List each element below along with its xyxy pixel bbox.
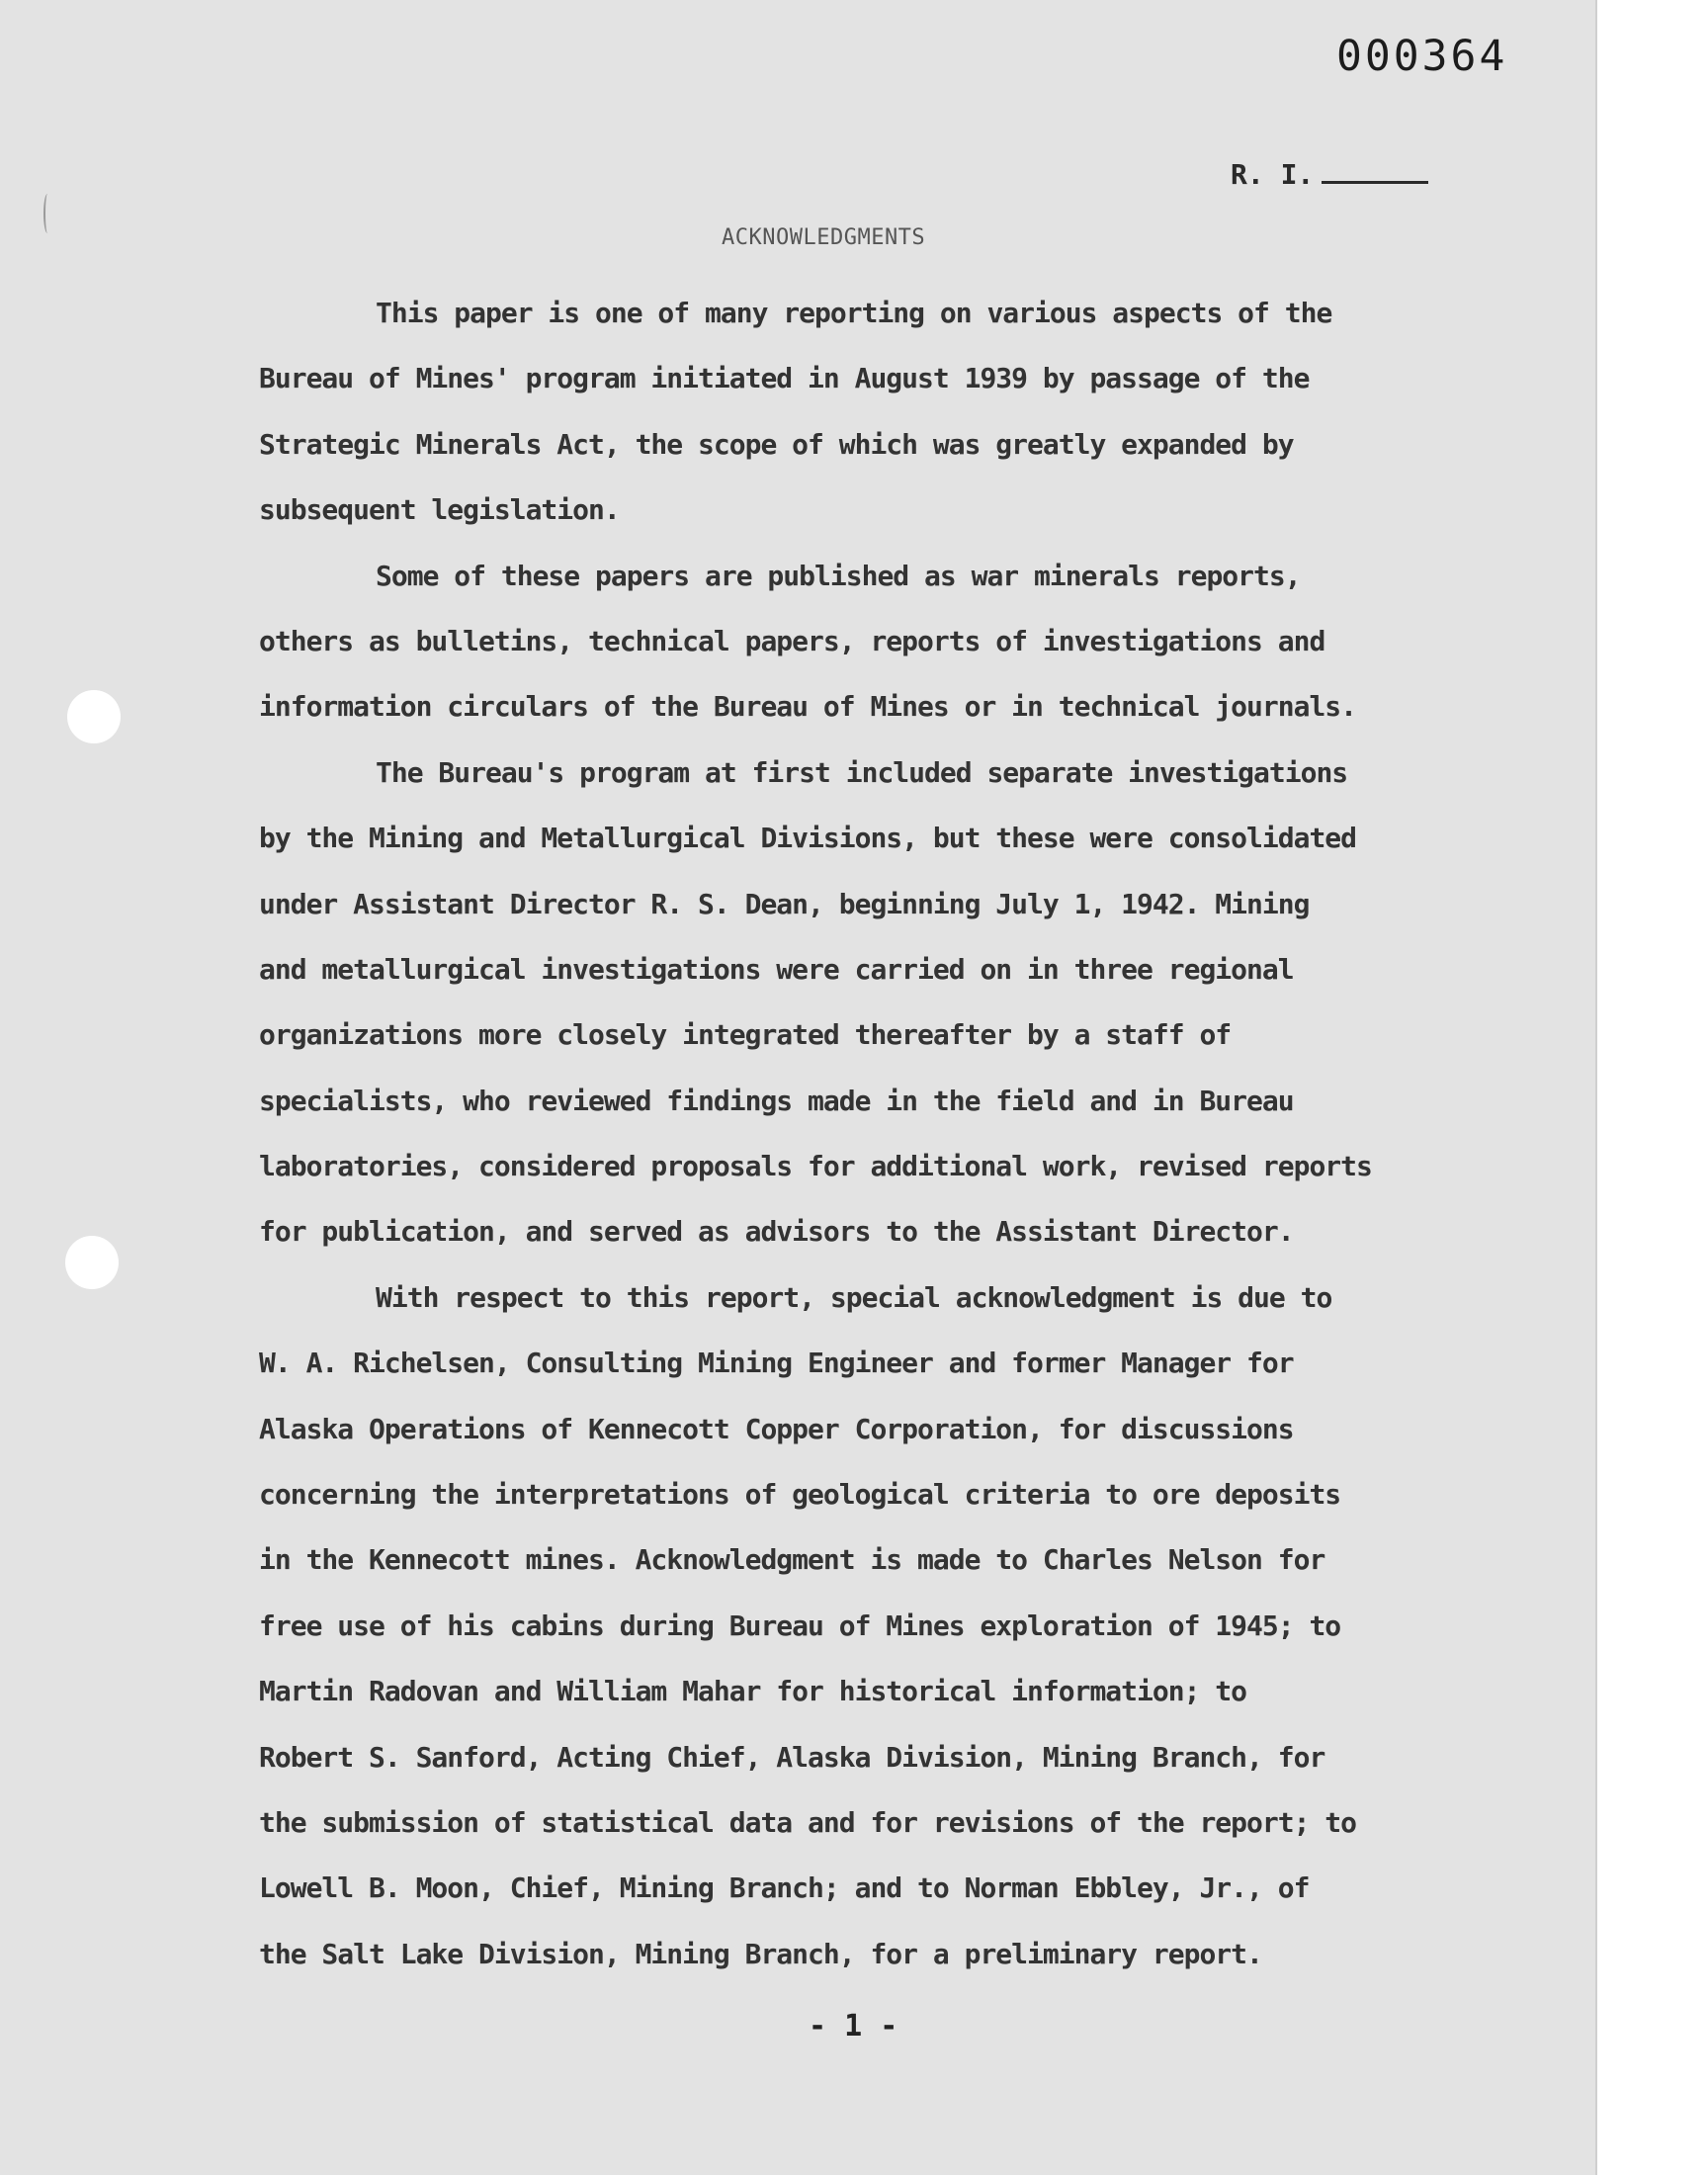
text-line: the submission of statistical data and for revisions of the report; to	[259, 1805, 1357, 1839]
text-line: The Bureau's program at first included separate investigations	[376, 755, 1348, 789]
text-line: Martin Radovan and William Mahar for historical information; to	[259, 1675, 1247, 1708]
text-line: With respect to this report, special acknowledgment is due to	[376, 1280, 1332, 1314]
text-line: Bureau of Mines' program initiated in August 1939 by passage of the	[259, 362, 1310, 395]
binder-hole-top	[67, 690, 121, 743]
text-line: others as bulletins, technical papers, reports of investigations and	[259, 624, 1325, 657]
text-line: for publication, and served as advisors to the Assistant Director.	[259, 1215, 1294, 1249]
text-line: by the Mining and Metallurgical Divisions, but these were consolidated	[259, 822, 1357, 855]
binder-hole-bottom	[65, 1236, 119, 1289]
ri-blank-line	[1322, 181, 1428, 184]
footer-page-number: - 1 -	[809, 2009, 898, 2044]
text-line: This paper is one of many reporting on various aspects of the	[376, 297, 1332, 329]
stamped-page-number: 000364	[1336, 32, 1508, 81]
text-line: W. A. Richelsen, Consulting Mining Engineer and former Manager for	[259, 1347, 1294, 1380]
text-line: Robert S. Sanford, Acting Chief, Alaska Division, Mining Branch, for	[259, 1740, 1325, 1774]
text-line: under Assistant Director R. S. Dean, beginning July 1, 1942. Mining	[259, 887, 1310, 920]
text-line: concerning the interpretations of geological criteria to ore deposits	[259, 1478, 1341, 1512]
text-line: information circulars of the Bureau of Mines or in technical journals.	[259, 690, 1357, 724]
text-line: Strategic Minerals Act, the scope of which was greatly expanded by	[259, 427, 1294, 461]
text-line: specialists, who reviewed findings made in the field and in Bureau	[259, 1084, 1294, 1117]
text-line: laboratories, considered proposals for additional work, revised reports	[259, 1150, 1372, 1183]
page-heading: ACKNOWLEDGMENTS	[722, 225, 926, 250]
text-line: in the Kennecott mines. Acknowledgment is made to Charles Nelson for	[259, 1543, 1325, 1577]
text-line: Some of these papers are published as war minerals reports,	[376, 559, 1301, 592]
text-line: organizations more closely integrated thereafter by a staff of	[259, 1018, 1232, 1052]
text-line: Alaska Operations of Kennecott Copper Corporation, for discussions	[259, 1412, 1294, 1445]
ri-field	[1231, 158, 1428, 191]
edge-mark	[43, 194, 51, 233]
text-line: Lowell B. Moon, Chief, Mining Branch; and to Norman Ebbley, Jr., of	[259, 1871, 1310, 1905]
text-line: and metallurgical investigations were carried on in three regional	[259, 952, 1294, 986]
body-text	[259, 281, 1425, 1987]
text-line: the Salt Lake Division, Mining Branch, for a preliminary report.	[259, 1937, 1262, 1970]
text-line: free use of his cabins during Bureau of Mines exploration of 1945; to	[259, 1609, 1341, 1642]
ri-label: R. I.	[1231, 158, 1315, 191]
text-line: subsequent legislation.	[259, 493, 620, 527]
